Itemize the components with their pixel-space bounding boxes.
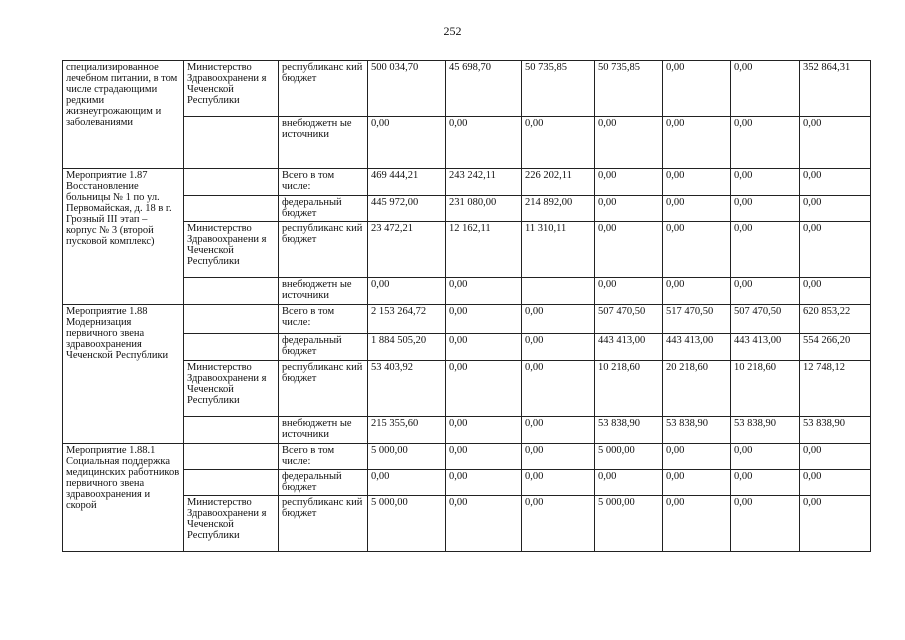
value-cell: 0,00 xyxy=(800,196,871,222)
value-cell: 12 748,12 xyxy=(800,361,871,417)
value-cell: 0,00 xyxy=(800,444,871,470)
executor-cell: Министерство Здравоохранени я Чеченской Республики xyxy=(184,496,279,552)
value-cell: 0,00 xyxy=(731,117,800,169)
value-cell: 445 972,00 xyxy=(368,196,446,222)
funding-source-cell: республиканс кий бюджет xyxy=(279,496,368,552)
table-row xyxy=(63,444,871,470)
value-cell: 1 884 505,20 xyxy=(368,334,446,361)
measure-cell: специализированное лечебном питании, в том числе страдающими редкими жизнеугрожающим и заболеваниями xyxy=(63,61,184,169)
value-cell: 0,00 xyxy=(731,496,800,552)
value-cell: 0,00 xyxy=(663,470,731,496)
table-row xyxy=(63,470,871,496)
value-cell: 53 838,90 xyxy=(595,417,663,444)
value-cell: 0,00 xyxy=(522,361,595,417)
value-cell: 0,00 xyxy=(522,417,595,444)
value-cell: 500 034,70 xyxy=(368,61,446,117)
executor-cell xyxy=(184,117,279,169)
funding-source-cell: внебюджетн ые источники xyxy=(279,117,368,169)
value-cell: 20 218,60 xyxy=(663,361,731,417)
value-cell: 0,00 xyxy=(368,470,446,496)
executor-cell: Министерство Здравоохранени я Чеченской Республики xyxy=(184,222,279,278)
executor-cell: Министерство Здравоохранени я Чеченской Республики xyxy=(184,61,279,117)
value-cell: 620 853,22 xyxy=(800,305,871,334)
value-cell: 0,00 xyxy=(595,196,663,222)
value-cell: 0,00 xyxy=(663,117,731,169)
value-cell: 0,00 xyxy=(446,444,522,470)
value-cell: 0,00 xyxy=(446,334,522,361)
value-cell: 10 218,60 xyxy=(731,361,800,417)
funding-source-cell: Всего в том числе: xyxy=(279,305,368,334)
value-cell xyxy=(522,278,595,305)
value-cell: 0,00 xyxy=(446,305,522,334)
funding-source-cell: республиканс кий бюджет xyxy=(279,222,368,278)
value-cell: 0,00 xyxy=(595,470,663,496)
value-cell: 0,00 xyxy=(663,222,731,278)
value-cell: 0,00 xyxy=(446,470,522,496)
funding-source-cell: федеральный бюджет xyxy=(279,334,368,361)
executor-cell xyxy=(184,196,279,222)
value-cell: 0,00 xyxy=(663,169,731,196)
value-cell: 0,00 xyxy=(522,334,595,361)
funding-source-cell: Всего в том числе: xyxy=(279,169,368,196)
value-cell: 10 218,60 xyxy=(595,361,663,417)
funding-source-cell: Всего в том числе: xyxy=(279,444,368,470)
table-row xyxy=(63,222,871,278)
budget-table-body xyxy=(63,61,871,552)
value-cell: 53 838,90 xyxy=(731,417,800,444)
value-cell: 0,00 xyxy=(522,117,595,169)
value-cell: 0,00 xyxy=(595,117,663,169)
value-cell: 0,00 xyxy=(368,278,446,305)
value-cell: 53 838,90 xyxy=(800,417,871,444)
value-cell: 226 202,11 xyxy=(522,169,595,196)
value-cell: 50 735,85 xyxy=(595,61,663,117)
executor-cell xyxy=(184,305,279,334)
funding-source-cell: республиканс кий бюджет xyxy=(279,61,368,117)
table-row xyxy=(63,117,871,169)
value-cell: 517 470,50 xyxy=(663,305,731,334)
value-cell: 0,00 xyxy=(663,196,731,222)
value-cell: 53 403,92 xyxy=(368,361,446,417)
value-cell: 5 000,00 xyxy=(368,444,446,470)
value-cell: 554 266,20 xyxy=(800,334,871,361)
value-cell: 0,00 xyxy=(800,470,871,496)
value-cell: 11 310,11 xyxy=(522,222,595,278)
value-cell: 243 242,11 xyxy=(446,169,522,196)
value-cell: 507 470,50 xyxy=(595,305,663,334)
value-cell: 45 698,70 xyxy=(446,61,522,117)
executor-cell xyxy=(184,278,279,305)
value-cell: 0,00 xyxy=(663,496,731,552)
table-row xyxy=(63,196,871,222)
table-row xyxy=(63,417,871,444)
value-cell: 5 000,00 xyxy=(595,496,663,552)
value-cell: 0,00 xyxy=(800,222,871,278)
value-cell: 0,00 xyxy=(731,169,800,196)
value-cell: 12 162,11 xyxy=(446,222,522,278)
value-cell: 0,00 xyxy=(663,444,731,470)
value-cell: 0,00 xyxy=(446,496,522,552)
funding-source-cell: республиканс кий бюджет xyxy=(279,361,368,417)
value-cell: 469 444,21 xyxy=(368,169,446,196)
budget-table xyxy=(62,60,871,552)
value-cell: 0,00 xyxy=(522,496,595,552)
value-cell: 0,00 xyxy=(663,278,731,305)
measure-cell: Мероприятие 1.88.1 Социальная поддержка медицинских работников первичного звена здравоохранения и скорой xyxy=(63,444,184,552)
value-cell: 0,00 xyxy=(731,470,800,496)
value-cell: 0,00 xyxy=(446,361,522,417)
value-cell: 5 000,00 xyxy=(368,496,446,552)
value-cell: 0,00 xyxy=(731,61,800,117)
value-cell: 0,00 xyxy=(446,117,522,169)
measure-cell: Мероприятие 1.87 Восстановление больницы № 1 по ул. Первомайская, д. 18 в г. Грозный III этап – корпус № 3 (второй пусковой комплекс) xyxy=(63,169,184,305)
measure-cell: Мероприятие 1.88 Модернизация первичного звена здравоохранения Чеченской Республики xyxy=(63,305,184,444)
executor-cell xyxy=(184,169,279,196)
executor-cell xyxy=(184,334,279,361)
funding-source-cell: федеральный бюджет xyxy=(279,196,368,222)
value-cell: 0,00 xyxy=(595,278,663,305)
value-cell: 0,00 xyxy=(731,222,800,278)
value-cell: 0,00 xyxy=(800,117,871,169)
value-cell: 0,00 xyxy=(731,196,800,222)
executor-cell xyxy=(184,444,279,470)
value-cell: 2 153 264,72 xyxy=(368,305,446,334)
value-cell: 0,00 xyxy=(800,278,871,305)
executor-cell xyxy=(184,417,279,444)
funding-source-cell: внебюджетн ые источники xyxy=(279,278,368,305)
value-cell: 0,00 xyxy=(522,444,595,470)
value-cell: 23 472,21 xyxy=(368,222,446,278)
value-cell: 231 080,00 xyxy=(446,196,522,222)
value-cell: 50 735,85 xyxy=(522,61,595,117)
executor-cell: Министерство Здравоохранени я Чеченской Республики xyxy=(184,361,279,417)
value-cell: 0,00 xyxy=(800,496,871,552)
value-cell: 0,00 xyxy=(522,305,595,334)
value-cell: 53 838,90 xyxy=(663,417,731,444)
value-cell: 0,00 xyxy=(595,222,663,278)
table-row xyxy=(63,278,871,305)
value-cell: 443 413,00 xyxy=(663,334,731,361)
value-cell: 5 000,00 xyxy=(595,444,663,470)
executor-cell xyxy=(184,470,279,496)
value-cell: 0,00 xyxy=(731,444,800,470)
value-cell: 0,00 xyxy=(522,470,595,496)
value-cell: 0,00 xyxy=(595,169,663,196)
table-row xyxy=(63,496,871,552)
table-row xyxy=(63,61,871,117)
value-cell: 214 892,00 xyxy=(522,196,595,222)
value-cell: 507 470,50 xyxy=(731,305,800,334)
value-cell: 443 413,00 xyxy=(731,334,800,361)
value-cell: 443 413,00 xyxy=(595,334,663,361)
value-cell: 0,00 xyxy=(663,61,731,117)
funding-source-cell: внебюджетн ые источники xyxy=(279,417,368,444)
funding-source-cell: федеральный бюджет xyxy=(279,470,368,496)
value-cell: 0,00 xyxy=(368,117,446,169)
value-cell: 0,00 xyxy=(446,278,522,305)
page-number: 252 xyxy=(443,24,462,38)
value-cell: 0,00 xyxy=(446,417,522,444)
value-cell: 215 355,60 xyxy=(368,417,446,444)
table-row xyxy=(63,334,871,361)
value-cell: 0,00 xyxy=(800,169,871,196)
table-row xyxy=(63,169,871,196)
value-cell: 0,00 xyxy=(731,278,800,305)
value-cell: 352 864,31 xyxy=(800,61,871,117)
table-row xyxy=(63,361,871,417)
table-row xyxy=(63,305,871,334)
